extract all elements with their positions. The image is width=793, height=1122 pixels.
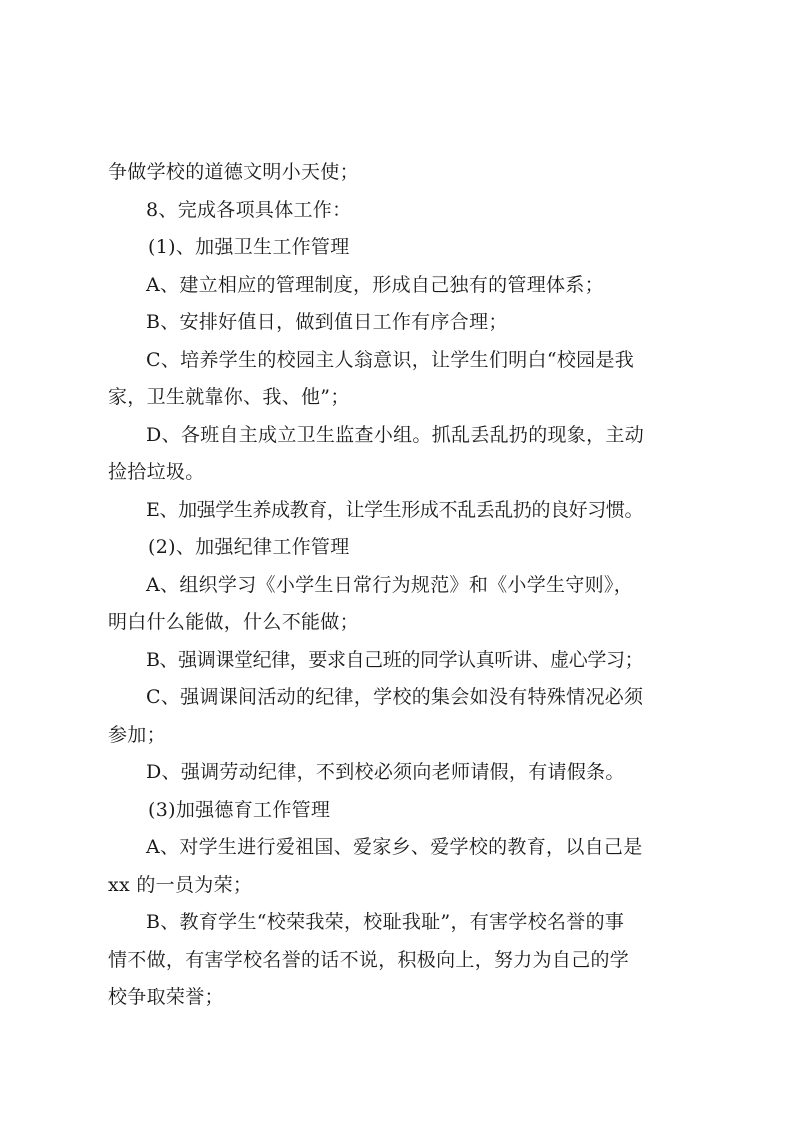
text-line: B、强调课堂纪律，要求自己班的同学认真听讲、虚心学习；: [146, 648, 644, 671]
text-line: B、教育学生“校荣我荣，校耻我耻”，有害学校名誉的事: [146, 911, 625, 933]
text-line: A、对学生进行爱祖国、爱家乡、爱学校的教育，以自己是: [146, 836, 643, 858]
text-line: C、培养学生的校园主人翁意识，让学生们明白“校园是我: [146, 348, 635, 371]
text-line: 参加；: [108, 723, 166, 746]
section-heading: (1)、加强卫生工作管理: [148, 236, 350, 258]
document-body: [108, 154, 692, 1017]
text-line: 8、完成各项具体工作：: [146, 198, 352, 221]
text-line: B、安排好值日，做到值日工作有序合理；: [146, 311, 508, 333]
text-line: xx 的一员为荣；: [108, 873, 253, 896]
text-line: 家，卫生就靠你、我、他”；: [108, 386, 350, 408]
text-line: 捡拾垃圾。: [108, 461, 205, 483]
text-line: 情不做，有害学校名誉的话不说，积极向上，努力为自己的学: [108, 948, 630, 971]
text-line: D、各班自主成立卫生监查小组。抓乱丢乱扔的现象，主动: [146, 423, 645, 446]
text-line: C、强调课间活动的纪律，学校的集会如没有特殊情况必须: [146, 686, 644, 708]
text-line: A、建立相应的管理制度，形成自己独有的管理体系；: [146, 273, 604, 296]
text-line: A、组织学习《小学生日常行为规范》和《小学生守则》，: [146, 573, 634, 596]
text-line: 校争取荣誉；: [108, 986, 224, 1008]
section-heading: (3)加强德育工作管理: [148, 798, 331, 821]
text-line: 争做学校的道德文明小天使；: [108, 161, 359, 183]
text-line: E、加强学生养成教育，让学生形成不乱丢乱扔的良好习惯。: [146, 498, 644, 521]
text-line: 明白什么能做，什么不能做；: [108, 611, 359, 633]
text-line: D、强调劳动纪律，不到校必须向老师请假，有请假条。: [146, 761, 625, 783]
section-heading: (2)、加强纪律工作管理: [148, 536, 350, 558]
